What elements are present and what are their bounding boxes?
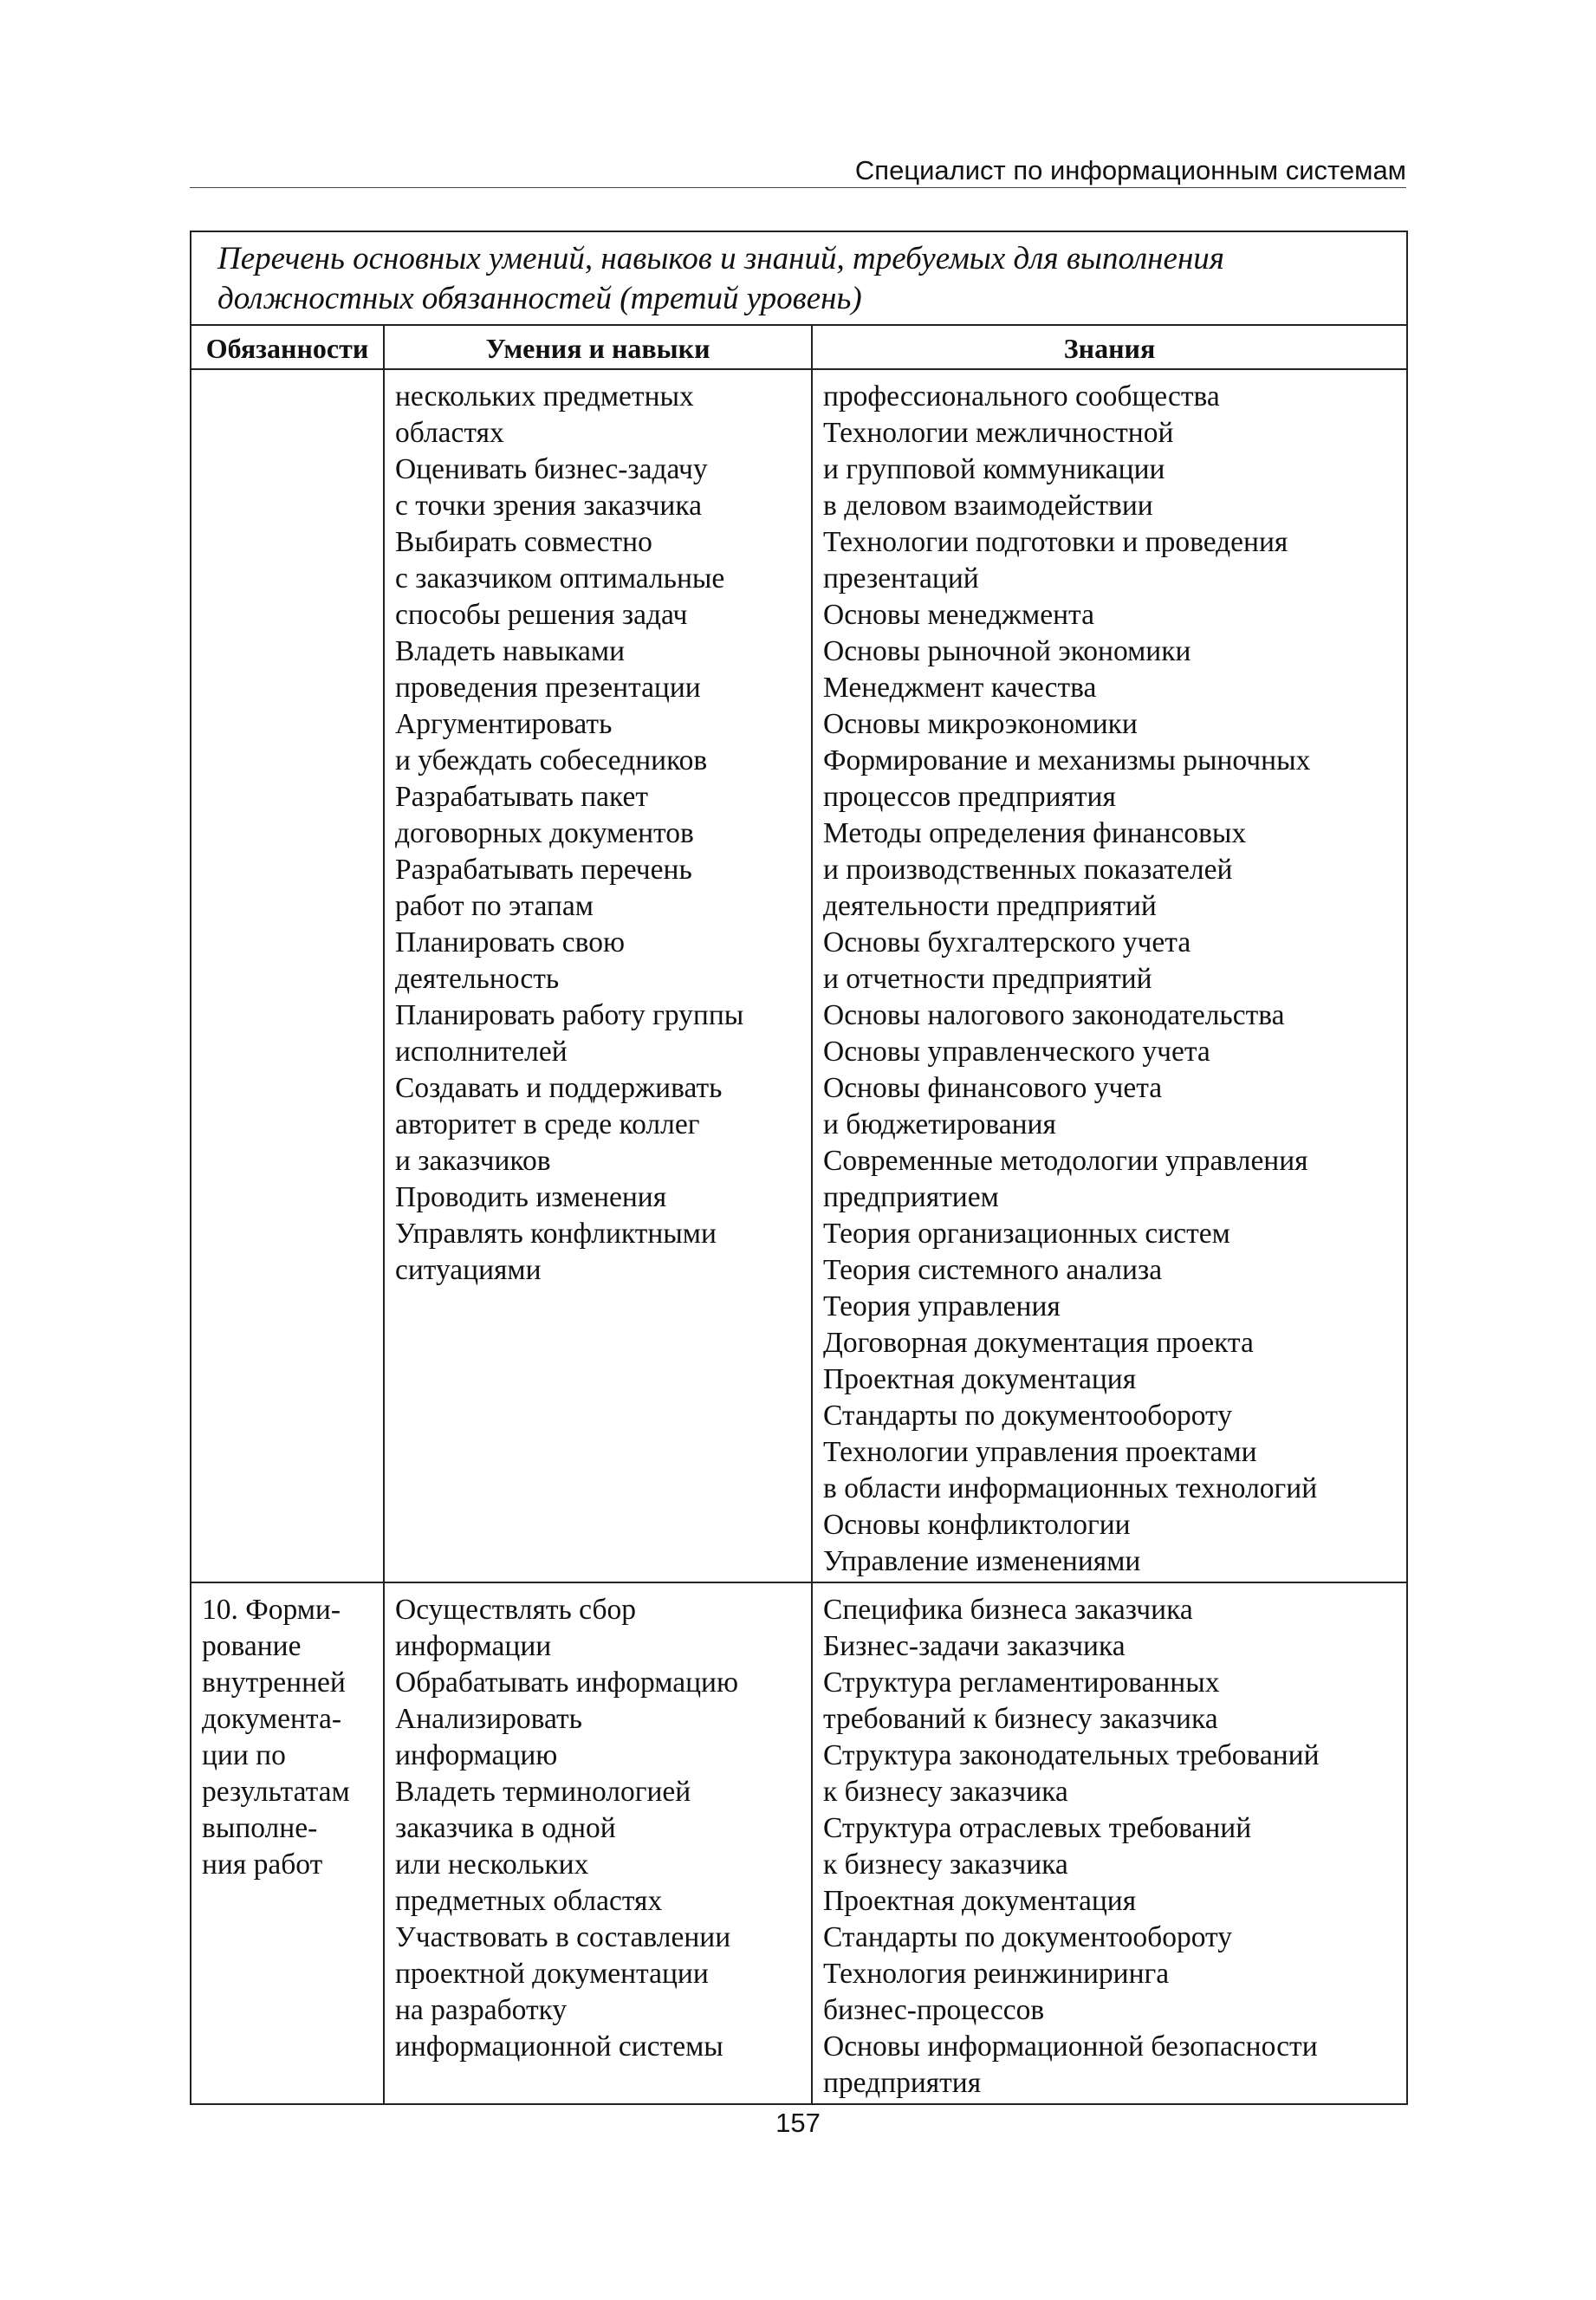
cell-line: Аргументировать: [395, 708, 613, 740]
cell-line: и убеждать собеседников: [395, 744, 708, 776]
running-head: Специалист по информационным системам: [854, 155, 1406, 185]
cell-line: Планировать работу группы: [395, 999, 744, 1031]
knowledge-cell: [812, 369, 1407, 1582]
cell-line: или нескольких: [395, 1848, 589, 1881]
cell-line: проведения презентации: [395, 672, 701, 704]
cell-line: информационной системы: [395, 2030, 723, 2063]
cell-line: Теория организационных систем: [823, 1218, 1230, 1250]
cell-line: результатам: [202, 1776, 350, 1808]
cell-line: Оценивать бизнес-задачу: [395, 453, 708, 485]
cell-line: Основы конфликтологии: [823, 1509, 1131, 1541]
cell-line: в деловом взаимодействии: [823, 490, 1153, 522]
skills-cell: [384, 1582, 812, 2104]
cell-line: Основы менеджмента: [823, 599, 1094, 631]
cell-line: Создавать и поддерживать: [395, 1072, 723, 1104]
cell-line: Современные методологии управления: [823, 1145, 1308, 1177]
cell-line: Участвовать в составлении: [395, 1921, 731, 1953]
cell-line: на разработку: [395, 1994, 568, 2026]
cell-line: областях: [395, 417, 504, 449]
cell-line: и заказчиков: [395, 1145, 551, 1177]
column-header-knowledge: Знания: [812, 325, 1407, 369]
cell-line: авторитет в среде коллег: [395, 1108, 700, 1140]
cell-line: Основы управленческого учета: [823, 1036, 1210, 1068]
cell-line: Структура отраслевых требований: [823, 1812, 1252, 1844]
cell-line: деятельность: [395, 963, 560, 995]
cell-line: рование: [202, 1630, 302, 1662]
cell-line: способы решения задач: [395, 599, 688, 631]
cell-line: Управлять конфликтными: [395, 1218, 717, 1250]
cell-line: информации: [395, 1630, 552, 1662]
column-header-skills: Умения и навыки: [384, 325, 812, 369]
cell-line: внутренней: [202, 1667, 346, 1699]
cell-line: деятельности предприятий: [823, 890, 1157, 922]
cell-line: Владеть навыками: [395, 635, 626, 667]
column-header-duties: Обязанности: [191, 325, 384, 369]
cell-line: Осуществлять сбор: [395, 1594, 636, 1626]
cell-line: Анализировать: [395, 1703, 582, 1735]
cell-line: Основы информационной безопасности: [823, 2030, 1318, 2063]
cell-line: Основы бухгалтерского учета: [823, 926, 1191, 958]
cell-line: Основы микроэкономики: [823, 708, 1138, 740]
cell-line: Технологии управления проектами: [823, 1436, 1257, 1468]
cell-line: Проектная документация: [823, 1885, 1137, 1917]
cell-line: Выбирать совместно: [395, 526, 652, 558]
cell-line: предприятия: [823, 2067, 982, 2099]
cell-line: Стандарты по документообороту: [823, 1921, 1232, 1953]
cell-line: проектной документации: [395, 1958, 709, 1990]
cell-line: к бизнесу заказчика: [823, 1776, 1068, 1808]
cell-line: Обрабатывать информацию: [395, 1667, 738, 1699]
cell-line: к бизнесу заказчика: [823, 1848, 1068, 1881]
cell-line: и групповой коммуникации: [823, 453, 1165, 485]
cell-line: Основы налогового законодательства: [823, 999, 1285, 1031]
cell-line: Теория системного анализа: [823, 1254, 1163, 1286]
cell-line: заказчика в одной: [395, 1812, 616, 1844]
cell-line: и бюджетирования: [823, 1108, 1056, 1140]
cell-line: Методы определения финансовых: [823, 817, 1247, 849]
duties-cell: [191, 1582, 384, 2104]
cell-line: документа-: [202, 1703, 341, 1735]
cell-line: Основы финансового учета: [823, 1072, 1163, 1104]
page-number: 157: [775, 2108, 821, 2138]
cell-line: информацию: [395, 1739, 558, 1771]
cell-line: ции по: [202, 1739, 286, 1771]
cell-line: Структура регламентированных: [823, 1667, 1220, 1699]
cell-line: нескольких предметных: [395, 380, 694, 413]
knowledge-cell: [812, 1582, 1407, 2104]
cell-line: с заказчиком оптимальные: [395, 562, 725, 594]
table-row: [191, 1582, 1407, 2104]
cell-line: Основы рыночной экономики: [823, 635, 1191, 667]
cell-line: Планировать свою: [395, 926, 626, 958]
table-row: [191, 369, 1407, 1582]
cell-line: профессионального сообщества: [823, 380, 1220, 413]
cell-line: и производственных показателей: [823, 854, 1233, 886]
competency-table: [190, 231, 1408, 2105]
cell-line: работ по этапам: [395, 890, 594, 922]
table-caption-row: [191, 231, 1407, 325]
caption-line: Перечень основных умений, навыков и знаний, требуемых для выполнения: [217, 241, 1224, 276]
cell-line: Теория управления: [823, 1290, 1061, 1322]
cell-line: Технологии межличностной: [823, 417, 1174, 449]
cell-line: бизнес-процессов: [823, 1994, 1045, 2026]
table-header-row: [191, 325, 1407, 369]
cell-line: предприятием: [823, 1181, 999, 1213]
cell-line: договорных документов: [395, 817, 694, 849]
cell-line: Менеджмент качества: [823, 672, 1097, 704]
cell-line: с точки зрения заказчика: [395, 490, 702, 522]
caption-line: должностных обязанностей (третий уровень): [217, 281, 862, 316]
cell-line: Технология реинжиниринга: [823, 1958, 1170, 1990]
cell-line: Технологии подготовки и проведения: [823, 526, 1288, 558]
cell-line: Договорная документация проекта: [823, 1327, 1254, 1359]
cell-line: предметных областях: [395, 1885, 663, 1917]
cell-line: презентаций: [823, 562, 979, 594]
cell-line: ситуациями: [395, 1254, 542, 1286]
cell-line: Бизнес-задачи заказчика: [823, 1630, 1126, 1662]
cell-line: Управление изменениями: [823, 1545, 1141, 1577]
cell-line: ния работ: [202, 1848, 323, 1881]
cell-line: Структура законодательных требований: [823, 1739, 1320, 1771]
cell-line: процессов предприятия: [823, 781, 1116, 813]
cell-line: исполнителей: [395, 1036, 568, 1068]
cell-line: Стандарты по документообороту: [823, 1400, 1232, 1432]
cell-line: Проводить изменения: [395, 1181, 667, 1213]
cell-line: и отчетности предприятий: [823, 963, 1152, 995]
cell-line: Разрабатывать пакет: [395, 781, 648, 813]
skills-cell: [384, 369, 812, 1582]
cell-line: требований к бизнесу заказчика: [823, 1703, 1218, 1735]
cell-line: Проектная документация: [823, 1363, 1137, 1395]
cell-line: Формирование и механизмы рыночных: [823, 744, 1311, 776]
header-rule: [190, 187, 1406, 188]
cell-line: Специфика бизнеса заказчика: [823, 1594, 1193, 1626]
cell-line: Разрабатывать перечень: [395, 854, 692, 886]
cell-line: Владеть терминологией: [395, 1776, 691, 1808]
cell-line: выполне-: [202, 1812, 318, 1844]
cell-line: 10. Форми-: [202, 1594, 341, 1626]
duties-cell: [191, 369, 384, 1582]
cell-line: в области информационных технологий: [823, 1472, 1318, 1504]
table-caption: [191, 231, 1407, 325]
